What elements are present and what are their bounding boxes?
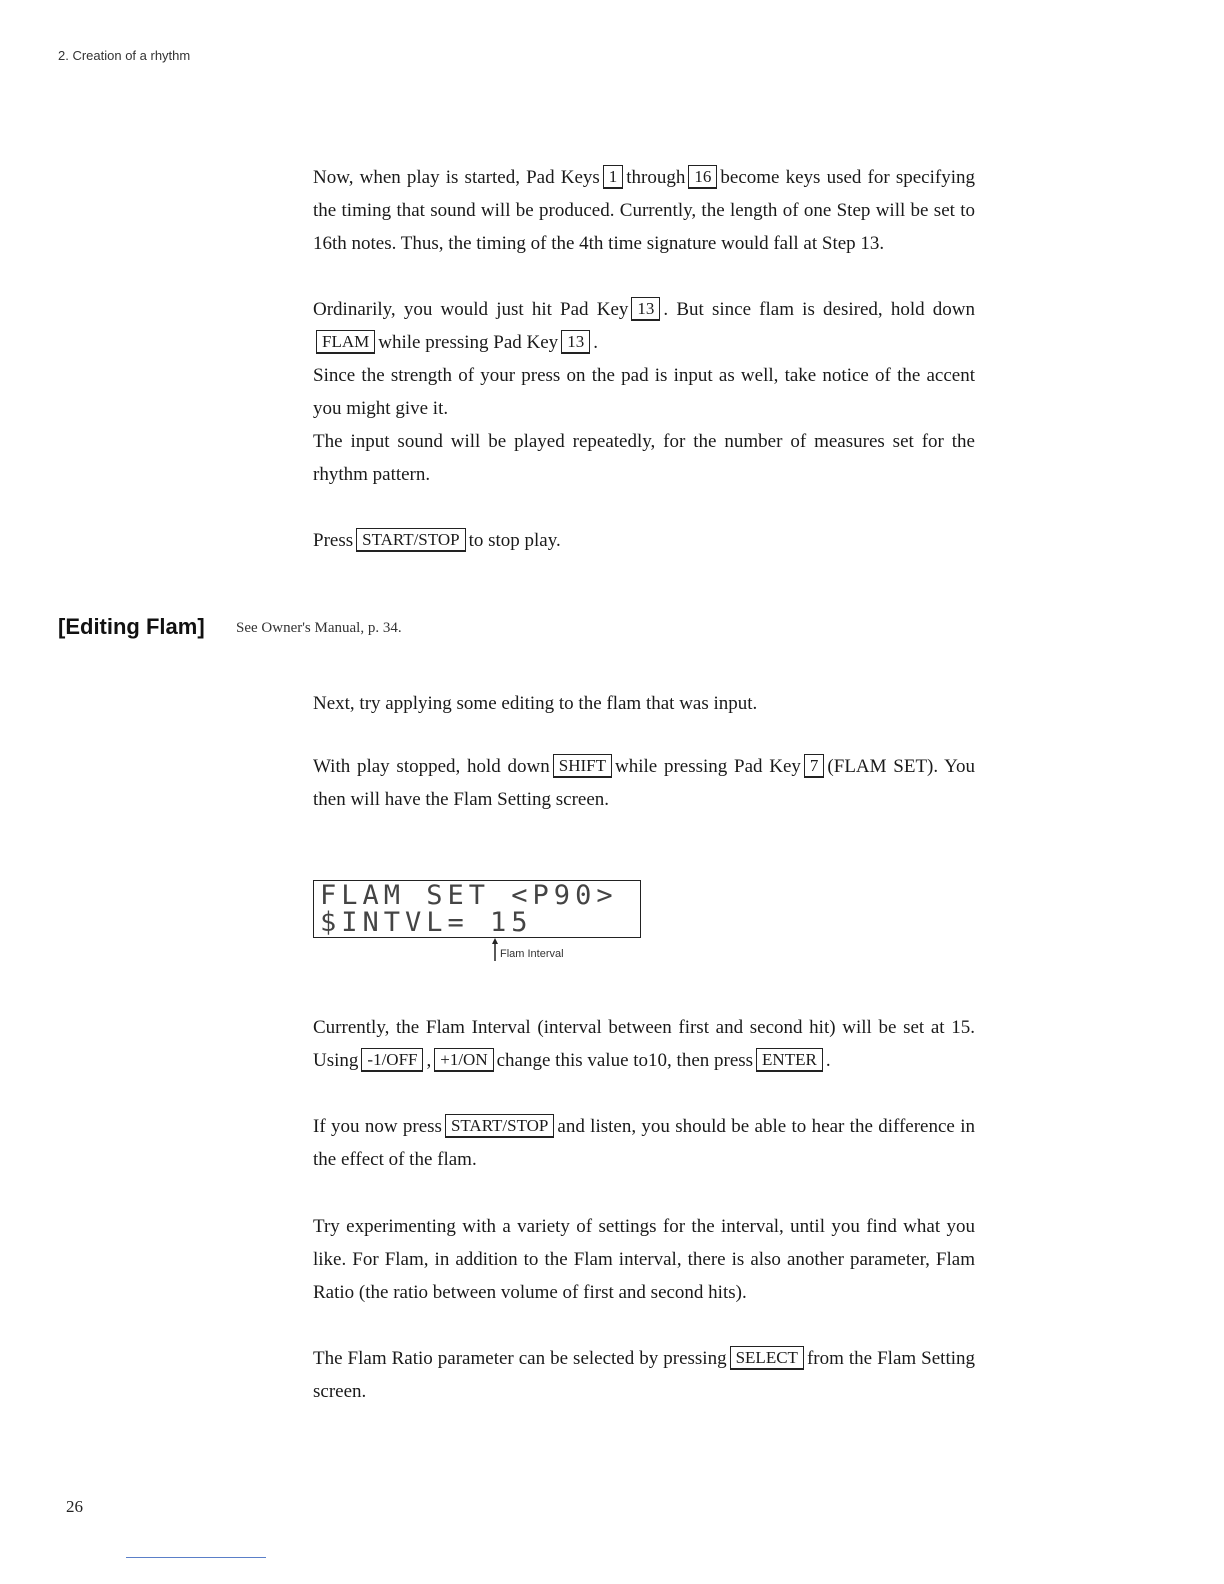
text-run: With play stopped, hold down xyxy=(313,756,550,777)
text-run: . xyxy=(593,332,598,353)
lcd-line-2: $INTVL= 15 xyxy=(320,907,533,938)
footer-rule xyxy=(126,1557,266,1558)
lcd-line-1: FLAM SET <P90> xyxy=(320,880,618,911)
section-reference: See Owner's Manual, p. 34. xyxy=(236,620,402,636)
running-head: 2. Creation of a rhythm xyxy=(58,48,191,63)
text-run: from the Flam Setting screen. xyxy=(313,1348,976,1402)
editing-paragraph-4 xyxy=(313,1110,975,1176)
pad-key-13: 13 xyxy=(631,297,660,321)
text-run: The Flam Ratio parameter can be selected by pressing xyxy=(313,1348,727,1369)
pad-key-7: 7 xyxy=(804,754,825,778)
text-run: (FLAM SET). You then will have the Flam Setting screen. xyxy=(313,756,975,810)
text-run: through xyxy=(626,167,686,188)
intro-paragraph-4: The input sound will be played repeatedly, for the number of measures set for the rhythm pattern. xyxy=(313,431,975,485)
editing-paragraph-3 xyxy=(313,1011,975,1077)
intro-paragraph-3: Since the strength of your press on the pad is input as well, take notice of the accent you might give it. xyxy=(313,365,975,419)
start-stop-key: START/STOP xyxy=(356,528,465,552)
page-number: 26 xyxy=(66,1497,83,1516)
editing-paragraph-2 xyxy=(313,750,975,816)
pad-key-1: 1 xyxy=(603,165,624,189)
text-run: while pressing Pad Key xyxy=(615,756,801,777)
text-run: change this value to10, then press xyxy=(496,1050,754,1071)
lcd-caption: Flam Interval xyxy=(500,948,564,960)
plus-one-on-key: +1/ON xyxy=(434,1048,493,1072)
text-run: , xyxy=(426,1050,432,1071)
intro-paragraph-5 xyxy=(313,524,975,557)
text-run: If you now press xyxy=(313,1116,442,1137)
text-run: . But since flam is desired, hold down xyxy=(663,299,975,320)
editing-paragraph-6 xyxy=(313,1342,975,1408)
text-run: while pressing Pad Key xyxy=(378,332,559,353)
text-run: Currently, the Flam Interval (interval between first and second hit) will be set at 15. Using xyxy=(313,1017,975,1071)
minus-one-off-key: -1/OFF xyxy=(361,1048,423,1072)
pad-key-13: 13 xyxy=(561,330,590,354)
text-run: and listen, you should be able to hear the difference in the effect of the flam. xyxy=(313,1116,975,1170)
editing-paragraph-5: Try experimenting with a variety of settings for the interval, until you find what you like. For Flam, in addition to the Flam interval, there is also another parameter, Flam Ratio (the ratio between volume of first and second hits). xyxy=(313,1216,975,1303)
text-run: . xyxy=(825,1050,831,1071)
editing-paragraph-1: Next, try applying some editing to the flam that was input. xyxy=(313,693,758,714)
select-key: SELECT xyxy=(730,1346,804,1370)
text-run: to stop play. xyxy=(468,530,561,551)
shift-key: SHIFT xyxy=(553,754,612,778)
text-run: Now, when play is started, Pad Keys xyxy=(313,167,600,188)
flam-key: FLAM xyxy=(316,330,375,354)
enter-key: ENTER xyxy=(756,1048,823,1072)
section-heading: [Editing Flam] xyxy=(58,614,205,639)
intro-paragraph-1 xyxy=(313,161,975,260)
start-stop-key: START/STOP xyxy=(445,1114,554,1138)
pad-key-16: 16 xyxy=(688,165,717,189)
lcd-display xyxy=(313,880,641,938)
intro-paragraph-2 xyxy=(313,293,975,359)
text-run: Ordinarily, you would just hit Pad Key xyxy=(313,299,629,320)
text-run: Press xyxy=(313,530,354,551)
text-run: become keys used for specifying the timing that sound will be produced. Currently, the length of one Step will be set to 16th notes. Thus, the timing of the 4th time signature would fall at Step 13. xyxy=(313,167,975,254)
